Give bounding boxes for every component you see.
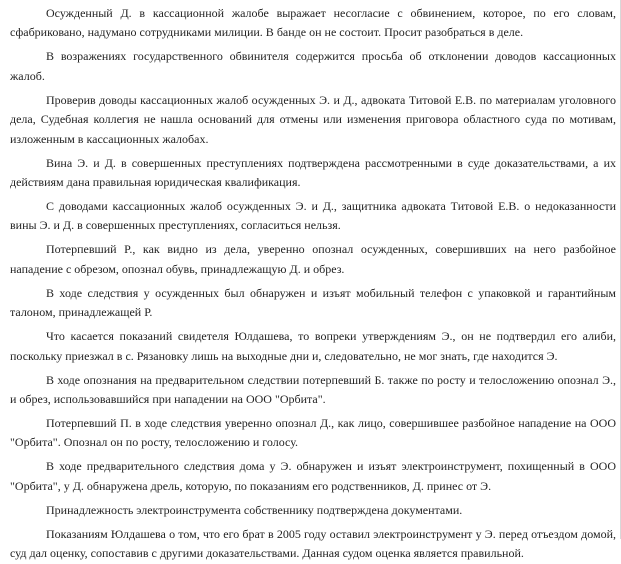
- paragraph: Показаниям Юлдашева о том, что его брат в 2005 году оставил электроинструмент у Э. перед отъездом домой, суд дал оценку, сопоставив с другими доказательствами. Данная судом оценка является правильной.: [10, 526, 616, 561]
- paragraph: Проверив доводы кассационных жалоб осужденных Э. и Д., адвоката Титовой Е.В. по материалам уголовного дела, Судебная коллегия не нашла оснований для отмены или изменения приговора областного суда по мотивам, изложенным в кассационных жалобах.: [10, 92, 616, 146]
- paragraph: В ходе предварительного следствия дома у Э. обнаружен и изъят электроинструмент, похищенный в ООО "Орбита", у Д. обнаружена дрель, которую, по показаниям его родственников, Д. принес от Э.: [10, 459, 616, 493]
- paragraph: Вина Э. и Д. в совершенных преступлениях подтверждена рассмотренными в суде доказательствами, а их действиям дана правильная юридическая квалификация.: [10, 155, 616, 190]
- paragraph: В ходе опознания на предварительном следствии потерпевший Б. также по росту и телосложению опознал Э., и обрез, использовавшийся при нападении на ООО "Орбита".: [10, 372, 616, 407]
- paragraph: С доводами кассационных жалоб осужденных Э. и Д., защитника адвоката Титовой Е.В. о недоказанности вины Э. и Д. в совершенных преступлениях, согласиться нельзя.: [10, 199, 616, 233]
- paragraph: Потерпевший П. в ходе следствия уверенно опознал Д., как лицо, совершившее разбойное нападение на ООО "Орбита". Опознал он по росту, телосложению и голосу.: [10, 416, 616, 450]
- paragraph: Что касается показаний свидетеля Юлдашева, то вопреки утверждениям Э., он не подтвердил его алиби, поскольку приезжал в с. Рязановку лишь на выходные дни и, следовательно, не мог знать, где находится Э.: [10, 329, 616, 363]
- paragraph: В возражениях государственного обвинителя содержится просьба об отклонении доводов кассационных жалоб.: [10, 49, 616, 83]
- paragraph: Принадлежность электроинструмента собственнику подтверждена документами.: [46, 502, 463, 517]
- paragraph: Осужденный Д. в кассационной жалобе выражает несогласие с обвинением, которое, по его словам, сфабриковано, надумано сотрудниками милиции. В банде он не состоит. Просит разобраться в деле.: [10, 6, 616, 40]
- paragraph: В ходе следствия у осужденных был обнаружен и изъят мобильный телефон с упаковкой и гарантийным талоном, принадлежащей Р.: [10, 285, 616, 320]
- paragraph: Потерпевший Р., как видно из дела, уверенно опознал осужденных, совершивших на него разбойное нападение с обрезом, опознал обувь, принадлежащую Д. и обрез.: [10, 242, 616, 276]
